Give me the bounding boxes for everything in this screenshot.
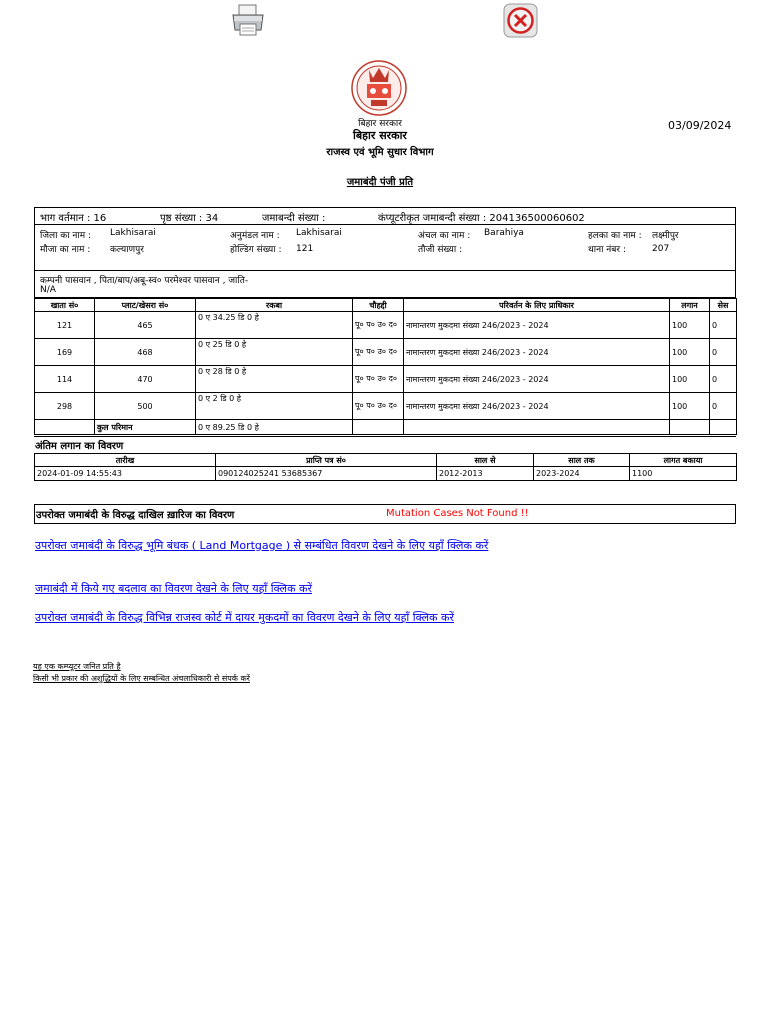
chauhaddi-cell: पू० प० उ० द० xyxy=(353,393,404,420)
col-balance: लागत बकाया xyxy=(630,454,737,467)
rakba-cell: 0 ए 25 डि 0 हे xyxy=(196,339,353,366)
lagan-year-to: 2023-2024 xyxy=(534,467,630,481)
mutation-title: उपरोक्त जमाबंदी के विरुद्ध दाखिल ख़ारिज का विवरण xyxy=(36,510,235,521)
lagan-table-header xyxy=(35,454,737,467)
mutation-status: Mutation Cases Not Found !! xyxy=(386,508,529,519)
holding-value: 121 xyxy=(296,244,314,254)
ses-cell: 0 xyxy=(710,339,737,366)
col-plot: प्लाट/खेसरा सं० xyxy=(95,299,196,312)
total-row xyxy=(35,420,737,435)
table-row xyxy=(35,339,737,366)
anchal-value: Barahiya xyxy=(484,228,524,238)
authority-cell: नामान्तरण मुकदमा संख्या 246/2023 - 2024 xyxy=(404,339,670,366)
ses-cell: 0 xyxy=(710,312,737,339)
col-ses: सेस xyxy=(710,299,737,312)
khata-cell: 298 xyxy=(35,393,95,420)
lagan-table xyxy=(34,453,737,481)
zila-value: Lakhisarai xyxy=(110,228,156,238)
land-mortgage-link[interactable]: उपरोक्त जमाबंदी के विरुद्ध भूमि बंधक ( Land Mortgage ) से सम्बंधित विवरण देखने के लिए यहाँ क्लिक करें xyxy=(35,539,489,552)
col-lagan: लगान xyxy=(670,299,710,312)
revenue-court-link[interactable]: उपरोक्त जमाबंदी के विरुद्ध विभिन्न राजस्व कोर्ट में दायर मुकदमों का विवरण देखने के लिए यहाँ क्लिक करें xyxy=(35,611,454,624)
raiyat-na: N/A xyxy=(40,285,56,295)
lagan-cell: 100 xyxy=(670,339,710,366)
lagan-receipt: 090124025241 53685367 xyxy=(216,467,437,481)
lagan-section-divider xyxy=(34,436,736,437)
authority-cell: नामान्तरण मुकदमा संख्या 246/2023 - 2024 xyxy=(404,393,670,420)
zila-label: जिला का नाम : xyxy=(40,231,92,241)
jamabandi-sankhya: जमाबन्दी संख्या : xyxy=(262,213,326,224)
khata-cell: 169 xyxy=(35,339,95,366)
chauhaddi-cell: पू० प० उ० द० xyxy=(353,312,404,339)
authority-cell: नामान्तरण मुकदमा संख्या 246/2023 - 2024 xyxy=(404,366,670,393)
col-chauhaddi: चौहद्दी xyxy=(353,299,404,312)
col-rakba: रकबा xyxy=(196,299,353,312)
holding-label: होल्डिंग संख्या : xyxy=(230,245,282,255)
col-year-from: साल से xyxy=(437,454,534,467)
jamabandi-changes-link[interactable]: जमाबंदी में किये गए बदलाव का विवरण देखने के लिए यहाँ क्लिक करें xyxy=(35,582,312,595)
lagan-cell: 100 xyxy=(670,366,710,393)
col-khata: खाता सं० xyxy=(35,299,95,312)
computer-jamabandi-sankhya: कंप्यूटरीकृत जमाबन्दी संख्या : 204136500060602 xyxy=(378,213,585,224)
bihar-emblem xyxy=(351,60,407,116)
khata-cell: 114 xyxy=(35,366,95,393)
rakba-cell: 0 ए 34.25 डि 0 हे xyxy=(196,312,353,339)
table-row xyxy=(35,312,737,339)
lagan-cell: 100 xyxy=(670,312,710,339)
authority-cell: नामान्तरण मुकदमा संख्या 246/2023 - 2024 xyxy=(404,312,670,339)
emblem-caption: बिहार सरकार xyxy=(358,119,402,129)
footer-note-1: यह एक कम्प्यूटर जनित प्रति है xyxy=(33,662,121,671)
tauji-label: तौजी संख्या : xyxy=(418,245,463,255)
khata-cell: 121 xyxy=(35,312,95,339)
details-divider xyxy=(34,224,736,225)
halka-value: लक्ष्मीपुर xyxy=(652,231,679,241)
table-row xyxy=(35,467,737,481)
col-date: तारीख xyxy=(35,454,216,467)
anumandal-label: अनुमंडल नाम : xyxy=(230,231,280,241)
document-title: जमाबंदी पंजी प्रति xyxy=(346,177,414,188)
ses-cell: 0 xyxy=(710,393,737,420)
halka-label: हलका का नाम : xyxy=(588,231,642,241)
anchal-label: अंचल का नाम : xyxy=(418,231,471,241)
rakba-cell: 0 ए 28 डि 0 हे xyxy=(196,366,353,393)
footer-note-2: किसी भी प्रकार की अशुद्धियों के लिए सम्बन्धित अंचलाधिकारी से संपर्क करें xyxy=(33,674,250,683)
print-date: 03/09/2024 xyxy=(668,119,732,132)
chauhaddi-cell: पू० प० उ० द० xyxy=(353,366,404,393)
plot-cell: 465 xyxy=(95,312,196,339)
table-row xyxy=(35,366,737,393)
anumandal-value: Lakhisarai xyxy=(296,228,342,238)
govt-name: बिहार सरकार xyxy=(353,129,407,142)
lagan-date: 2024-01-09 14:55:43 xyxy=(35,467,216,481)
lagan-year-from: 2012-2013 xyxy=(437,467,534,481)
lagan-cell: 100 xyxy=(670,393,710,420)
thana-value: 207 xyxy=(652,244,670,254)
mauja-value: कल्याणपुर xyxy=(110,245,144,255)
total-rakba: 0 ए 89.25 डि 0 हे xyxy=(196,420,353,435)
bhag-vartaman: भाग वर्तमान : 16 xyxy=(40,213,107,224)
plot-cell: 500 xyxy=(95,393,196,420)
close-circle-icon[interactable] xyxy=(503,3,538,38)
ses-cell: 0 xyxy=(710,366,737,393)
plot-cell: 468 xyxy=(95,339,196,366)
col-year-to: साल तक xyxy=(534,454,630,467)
col-receipt: प्राप्ति पत्र सं० xyxy=(216,454,437,467)
khata-table xyxy=(34,298,737,435)
rakba-cell: 0 ए 2 डि 0 हे xyxy=(196,393,353,420)
mauja-label: मौजा का नाम : xyxy=(40,245,91,255)
printer-icon[interactable] xyxy=(230,3,266,37)
col-authority: परिवर्तन के लिए प्राधिकार xyxy=(404,299,670,312)
raiyat-name-line: कम्पनी पासवान , पिता/बाप/अबू-स्व० परमेश्वर पासवान , जाति- xyxy=(40,276,249,286)
lagan-balance: 1100 xyxy=(630,467,737,481)
lagan-section-title: अंतिम लगान का विवरण xyxy=(35,441,124,452)
department-name: राजस्व एवं भूमि सुधार विभाग xyxy=(326,147,434,158)
prishth-sankhya: पृष्ठ संख्या : 34 xyxy=(160,213,219,224)
khata-table-header xyxy=(35,299,737,312)
table-row xyxy=(35,393,737,420)
thana-label: थाना नंबर : xyxy=(588,245,626,255)
plot-cell: 470 xyxy=(95,366,196,393)
raiyat-divider xyxy=(34,270,736,271)
chauhaddi-cell: पू० प० उ० द० xyxy=(353,339,404,366)
total-label: कुल परिमान xyxy=(95,420,196,435)
